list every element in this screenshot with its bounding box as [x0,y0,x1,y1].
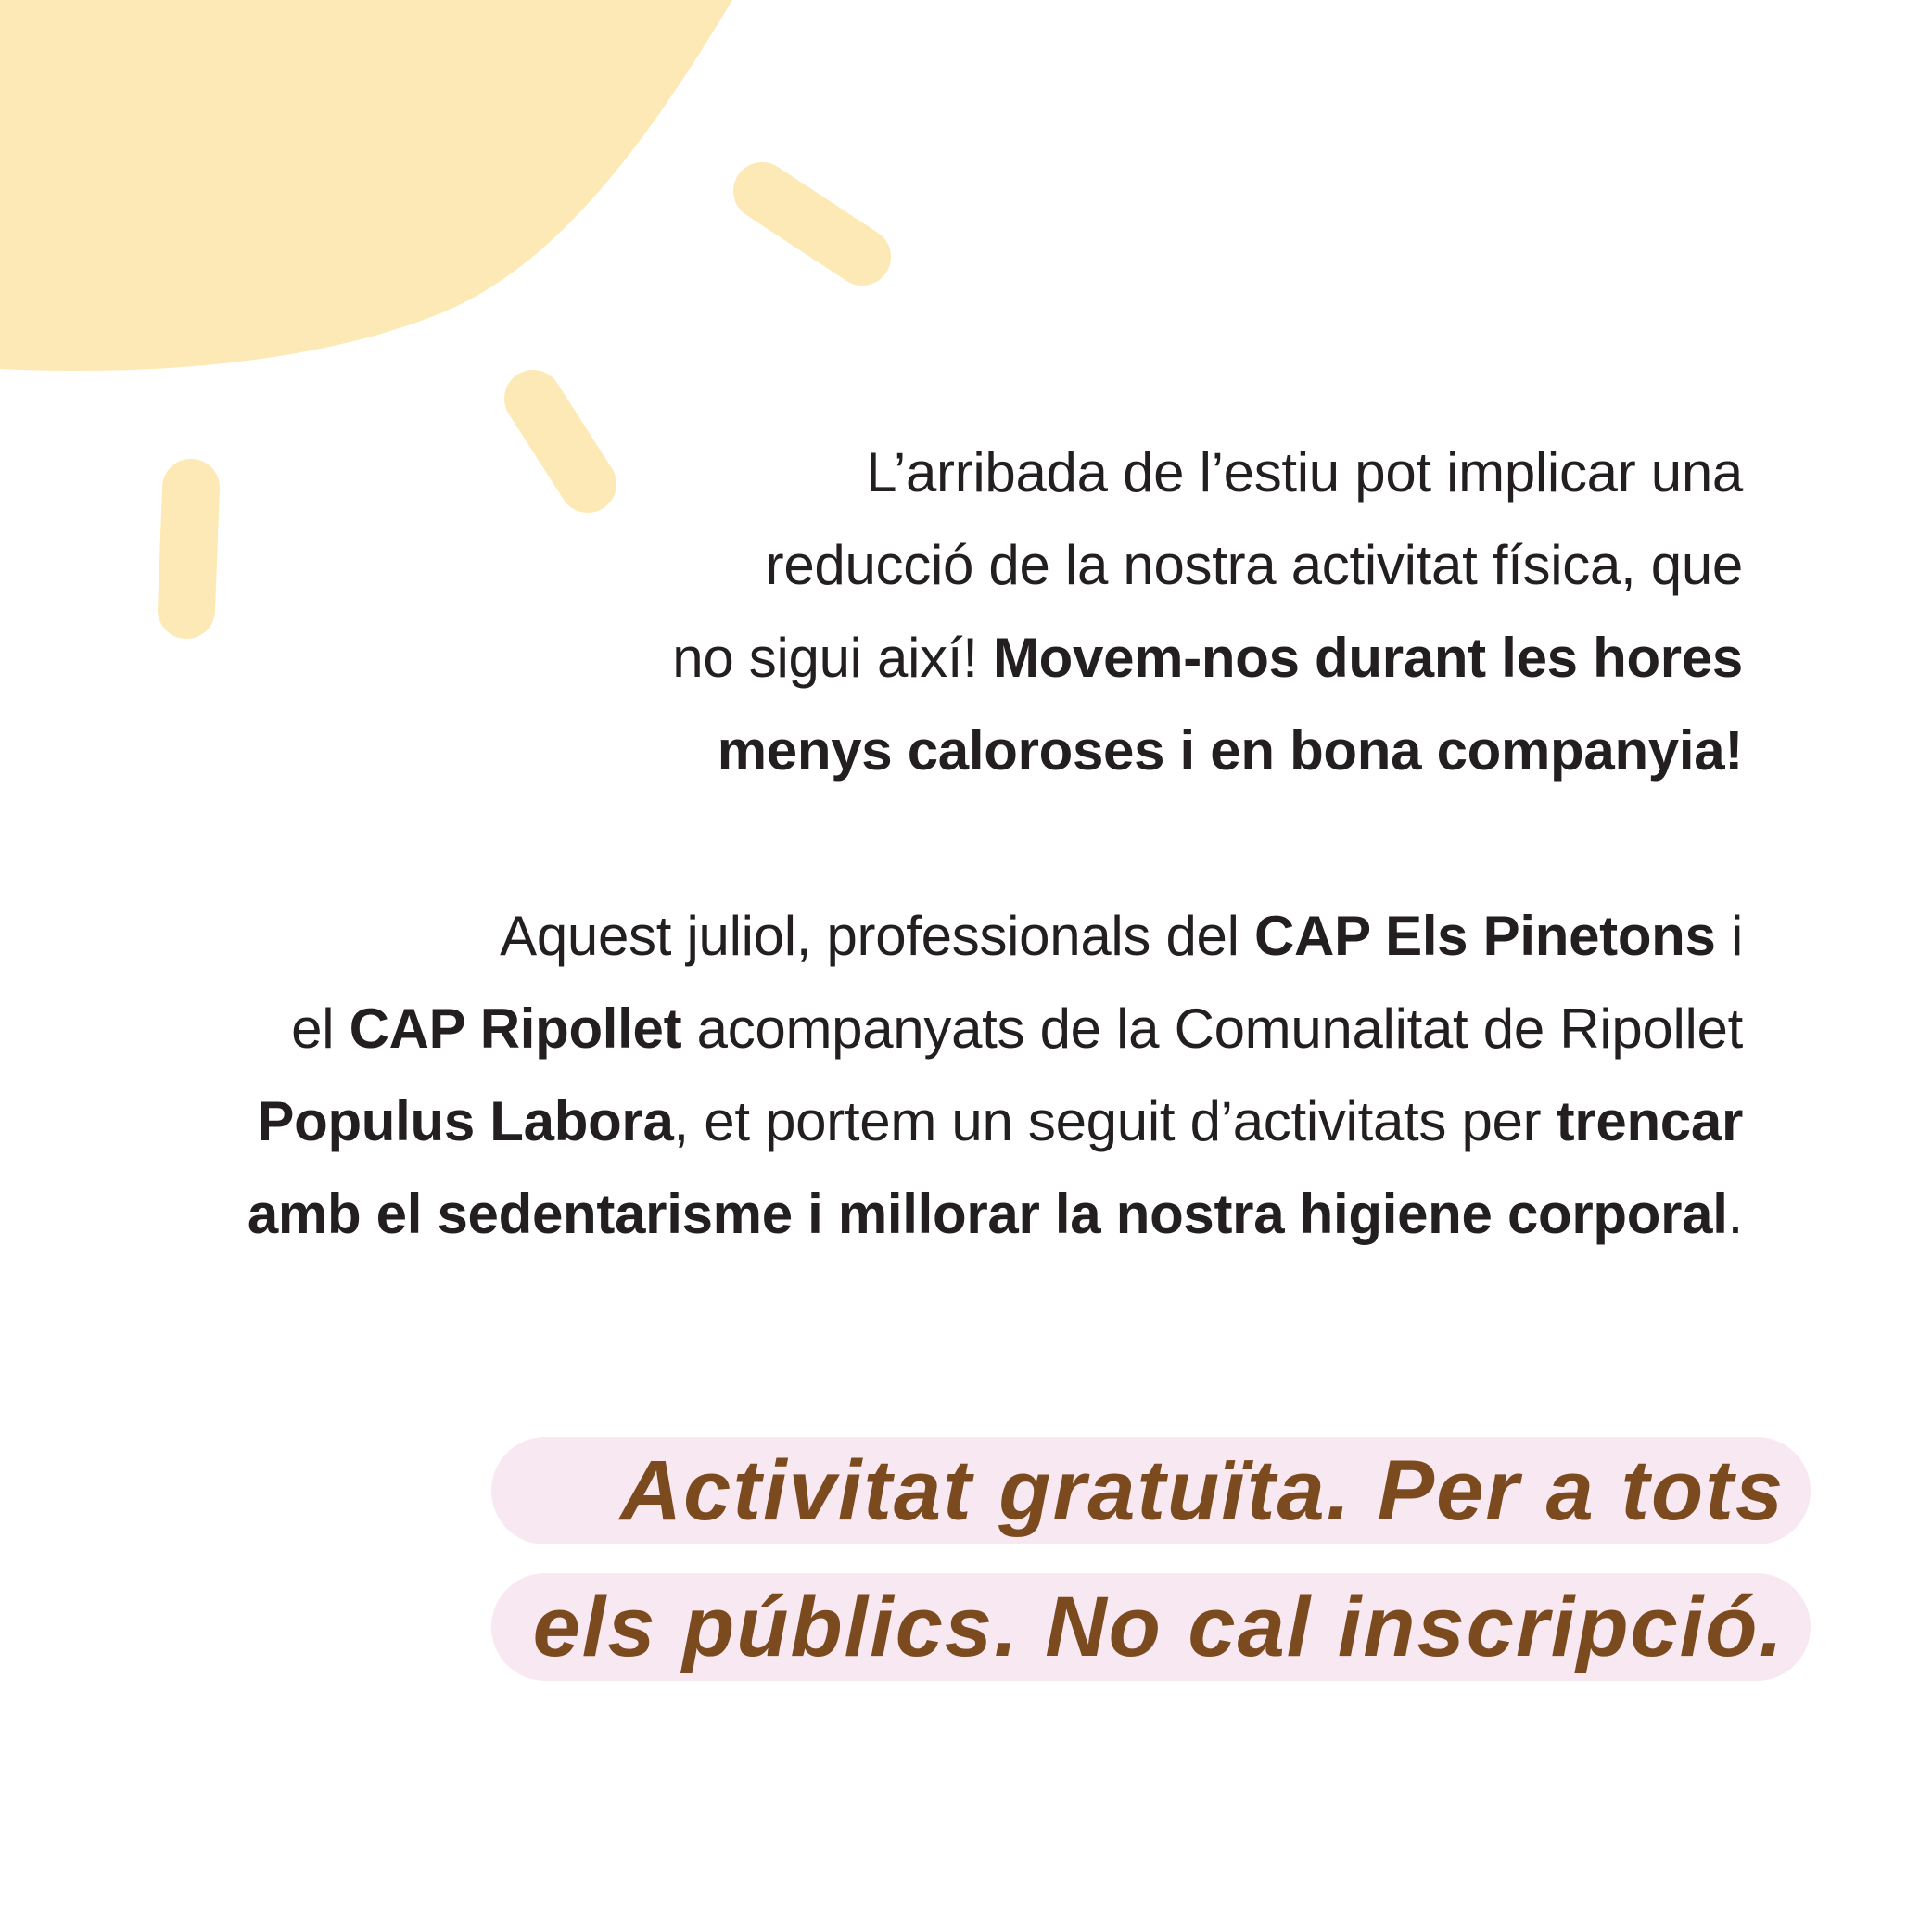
details-text: . [1727,1183,1743,1245]
notice-line: els públics. No cal inscripció. [532,1580,1785,1674]
cap-ripollet: CAP Ripollet [349,998,682,1060]
intro-paragraph [538,426,1743,797]
details-paragraph [111,890,1743,1261]
intro-line [538,705,1743,797]
cap-els-pinetons: CAP Els Pinetons [1254,905,1716,967]
highlight-banner [491,1573,1811,1681]
highlight-banner [491,1437,1811,1544]
details-text: acompanyats de la Comunalitat de Ripollet [681,998,1743,1060]
details-line [111,890,1743,983]
details-line [111,1168,1743,1261]
details-line [111,1075,1743,1168]
sun-body [0,0,732,371]
notice-line: Activitat gratuïta. Per a tots [619,1443,1785,1538]
details-text: Aquest juliol, professionals del [500,905,1255,967]
details-text: i [1715,905,1743,967]
populus-labora: Populus Labora [257,1090,674,1152]
details-text: el [291,998,350,1060]
details-text: , et portem un seguit d’activitats per [673,1090,1557,1152]
details-line [111,983,1743,1075]
intro-line: reducció de la nostra activitat física, que [765,534,1743,596]
intro-line: L’arribada de l’estiu pot implicar una [866,441,1743,503]
sun-ray [186,488,191,610]
intro-emphasis: menys caloroses i en bona companyia! [717,719,1743,782]
sun-ray [762,191,862,257]
intro-emphasis: Movem-nos durant les hores [992,627,1743,689]
intro-text: no sigui així! [672,627,993,689]
details-emphasis: amb el sedentarisme i millorar la nostra higiene corporal [247,1183,1728,1245]
intro-line [538,612,1743,705]
details-emphasis: trencar [1556,1090,1743,1152]
